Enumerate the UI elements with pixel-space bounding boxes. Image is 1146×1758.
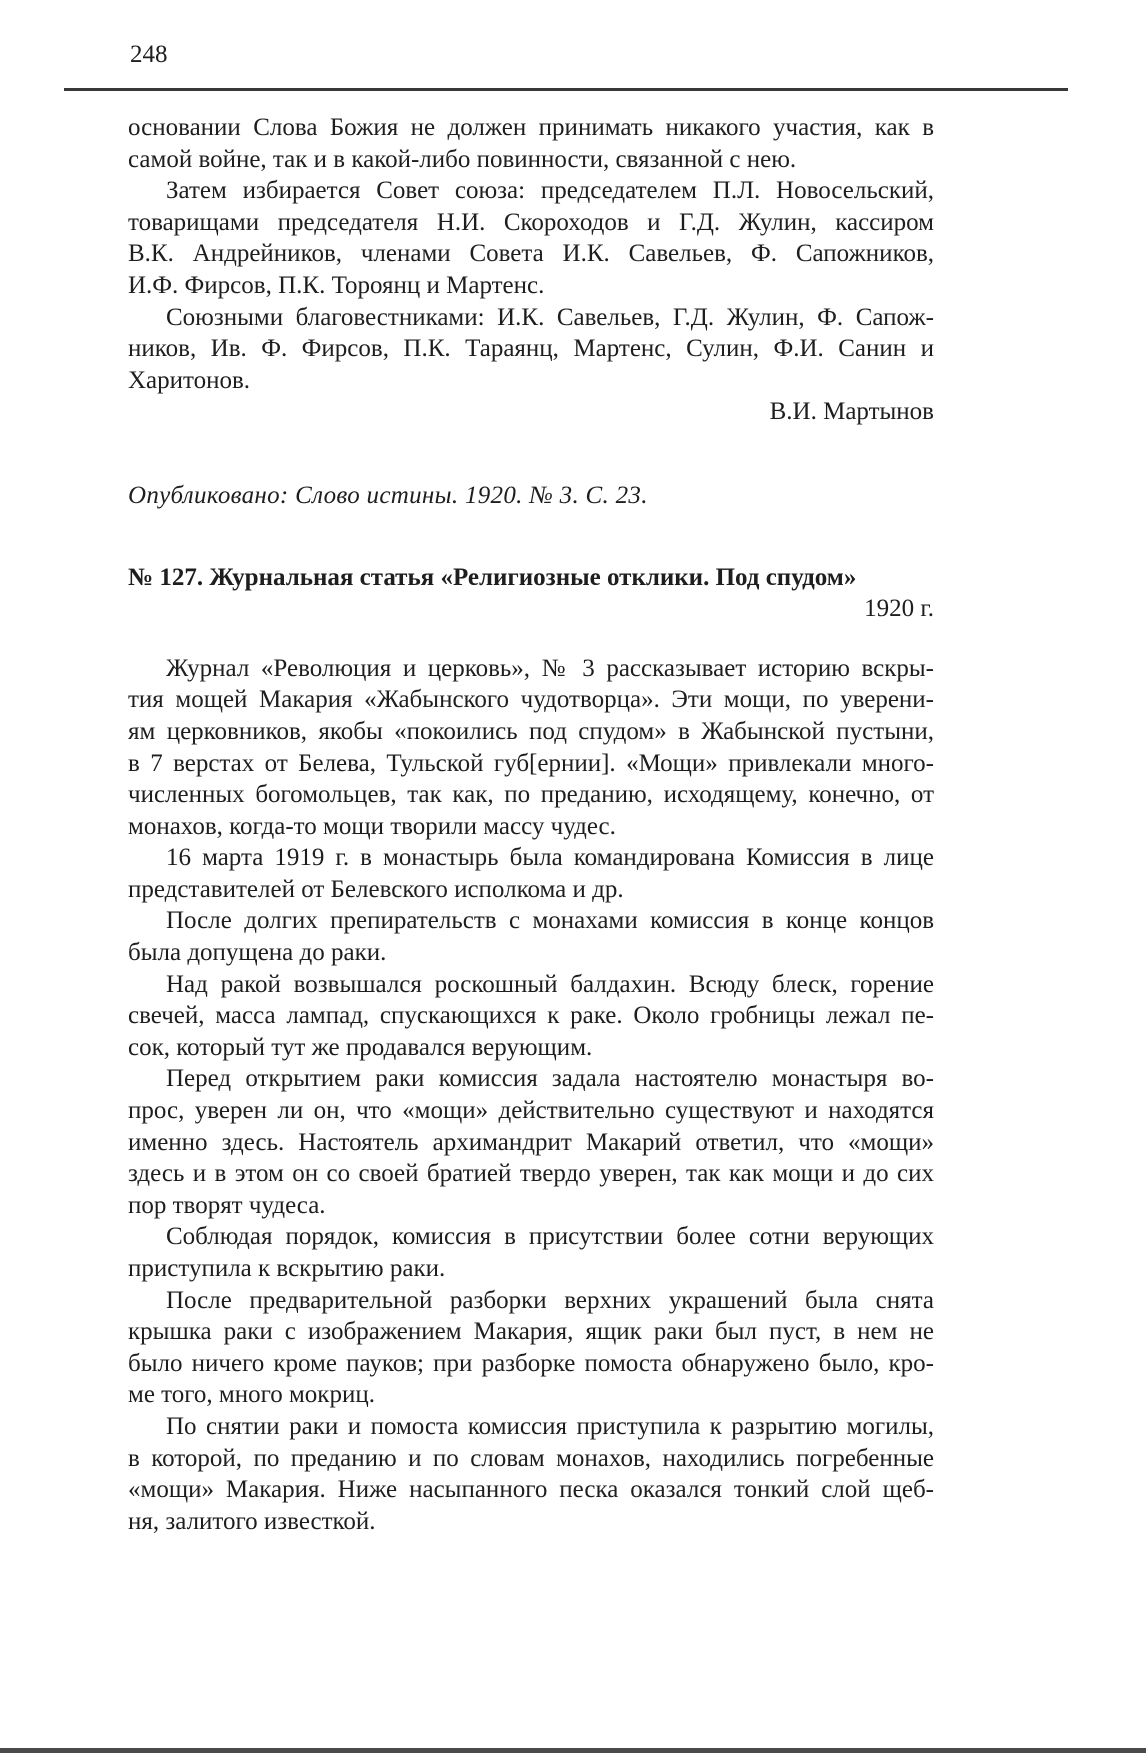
paragraph-question [128,1063,934,1221]
text-line: сок, который тут же продавался верующим. [128,1033,593,1061]
text-line: в 7 верстах от Белева, Тульской губ[ернии]. «Мощи» привлекали много- [128,749,934,777]
signature [128,396,934,428]
paragraph-continuation [128,112,934,175]
text-line: тия мощей Макария «Жабынского чудотворца». Эти мощи, по уверени- [128,686,934,714]
header-rule [64,88,1068,91]
text-line: В.И. Мартынов [769,398,934,426]
text-line: После предварительной разборки верхних украшений была снята [166,1286,934,1314]
text-line: Перед открытием раки комиссия задала настоятелю монастыря во- [166,1065,934,1093]
paragraph-commission [128,842,934,905]
article-heading [128,562,934,594]
text-line: ников, Ив. Ф. Фирсов, П.К. Тараянц, Мартенс, Сулин, Ф.И. Санин и [128,335,934,363]
text-line: ня, залитого известкой. [128,1507,376,1535]
page-number: 248 [130,41,168,68]
paragraph-admitted [128,905,934,968]
text-line: в которой, по преданию и по словам монахов, находились погребенные [128,1444,934,1472]
text-line: Харитонов. [128,366,251,394]
paragraph-council [128,175,934,301]
text-line: здесь и в этом он со своей братией твердо уверен, так как мощи и до сих [128,1160,934,1188]
text-line: Затем избирается Совет союза: председателем П.Л. Новосельский, [166,177,934,205]
text-line: ме того, много мокриц. [128,1381,375,1409]
text-line: монахов, когда-то мощи творили массу чудес. [128,812,616,840]
paragraph-opening [128,1221,934,1284]
text-line: 16 марта 1919 г. в монастырь была командирована Комиссия в лице [166,844,934,872]
text-line: была допущена до раки. [128,939,387,967]
text-line: самой войне, так и в какой-либо повинности, связанной с нею. [128,145,797,173]
text-line: именно здесь. Настоятель архимандрит Макарий ответил, что «мощи» [128,1128,934,1156]
paragraph-canopy [128,969,934,1064]
text-block [128,112,934,1537]
text-line: представителей от Белевского исполкома и др. [128,875,624,903]
text-line: Над ракой возвышался роскошный балдахин. Всюду блеск, горение [166,970,934,998]
text-line: свечей, масса лампад, спускающихся к раке. Около гробницы лежал пе- [128,1002,934,1030]
text-line: численных богомольцев, так как, по преданию, исходящему, конечно, от [128,781,934,809]
published-note [128,480,934,512]
footer-rule [0,1748,1146,1753]
article-date [128,593,934,625]
text-line: Соблюдая порядок, комиссия в присутствии более сотни верующих [166,1223,934,1251]
paragraph-journal [128,653,934,843]
text-line: Журнал «Революция и церковь», № 3 рассказывает историю вскры- [166,654,934,682]
paragraph-digging [128,1411,934,1537]
text-line: № 127. Журнальная статья «Религиозные отклики. Под спудом» [128,563,857,591]
text-line: было ничего кроме пауков; при разборке помоста обнаружено было, кро- [128,1349,934,1377]
paragraph-empty-shrine [128,1285,934,1411]
text-line: После долгих препирательств с монахами комиссия в конце концов [166,907,934,935]
text-line: прос, уверен ли он, что «мощи» действительно существуют и находятся [128,1097,934,1125]
text-line: основании Слова Божия не должен принимать никакого участия, как в [128,114,934,141]
text-line: пор творят чудеса. [128,1191,326,1219]
text-line: приступила к вскрытию раки. [128,1255,446,1282]
paragraph-evangelists [128,302,934,397]
text-line: ям церковников, якобы «покоились под спудом» в Жабынской пустыни, [128,717,934,745]
text-line: По снятии раки и помоста комиссия приступила к разрытию могилы, [166,1412,934,1440]
text-line: «мощи» Макария. Ниже насыпанного песка оказался тонкий слой щеб- [128,1476,934,1504]
text-line: 1920 г. [864,595,934,623]
text-line: В.К. Андрейников, членами Совета И.К. Савельев, Ф. Сапожников, [128,240,934,268]
text-line: крышка раки с изображением Макария, ящик раки был пуст, в нем не [128,1318,934,1346]
text-line: Опубликовано: Слово истины. 1920. № 3. С. 23. [128,481,648,509]
text-line: товарищами председателя Н.И. Скороходов и Г.Д. Жулин, кассиром [128,208,934,236]
text-line: И.Ф. Фирсов, П.К. Тороянц и Мартенс. [128,271,545,299]
text-line: Союзными благовестниками: И.К. Савельев, Г.Д. Жулин, Ф. Сапож- [166,303,934,331]
